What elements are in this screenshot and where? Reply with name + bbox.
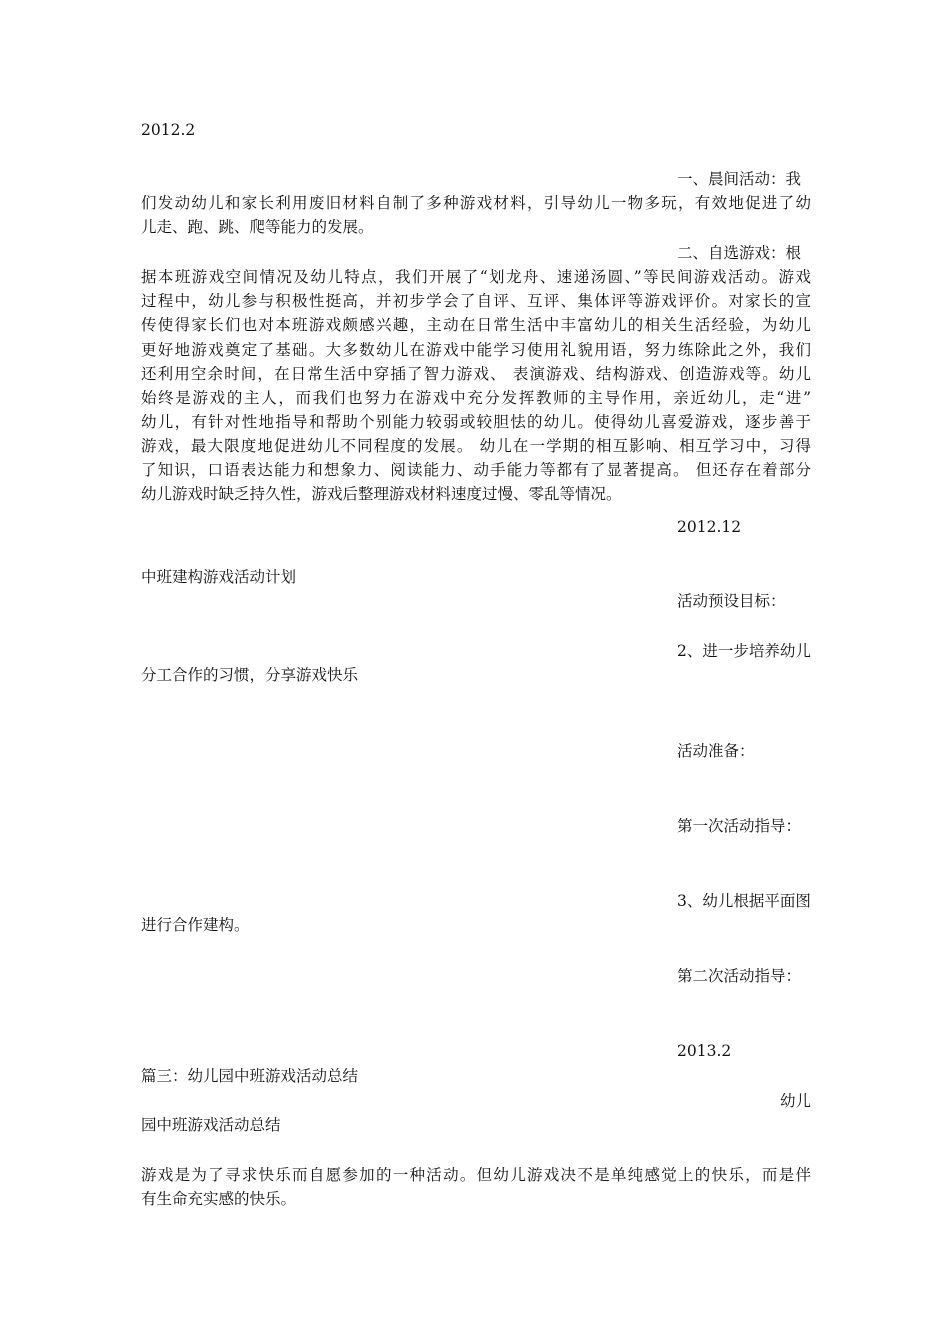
section-free-play-line: 幼儿，有针对性地指导和帮助个别能力较弱或较胆怯的幼儿。使得幼儿喜爱游戏，逐步善于 (141, 413, 811, 431)
date-2012-12: 2012.12 (677, 518, 742, 536)
part3-paragraph-line: 游戏是为了寻求快乐而自愿参加的一种活动。但幼儿游戏决不是单纯感觉上的快乐，而是伴 (141, 1166, 811, 1184)
plan-goal-label: 活动预设目标： (677, 592, 786, 610)
section-free-play-line: 还利用空余时间，在日常生活中穿插了智力游戏、 表演游戏、结构游戏、创造游戏等。幼儿 (141, 365, 811, 383)
section-free-play-line: 了知识，口语表达能力和想象力、阅读能力、动手能力等都有了显著提高。 但还存在着部分 (141, 461, 811, 479)
section-free-play-line: 游戏，最大限度地促进幼儿不同程度的发展。 幼儿在一学期的相互影响、相互学习中，习得 (141, 437, 811, 455)
plan-title: 中班建构游戏活动计划 (141, 568, 297, 586)
section-morning-heading: 一、晨间活动：我 (677, 170, 802, 188)
part3-title-line: 幼儿 (779, 1092, 811, 1110)
section-free-play-line: 更好地游戏奠定了基础。大多数幼儿在游戏中能学习使用礼貌用语，努力练除此之外，我们 (141, 341, 811, 359)
part3-title-line: 园中班游戏活动总结 (141, 1116, 281, 1134)
section-morning-line: 们发动幼儿和家长利用废旧材料自制了多种游戏材料，引导幼儿一物多玩，有效地促进了幼 (141, 194, 811, 212)
section-free-play-line: 过程中，幼儿参与积极性挺高，并初步学会了自评、互评、集体评等游戏评价。对家长的宣 (141, 292, 811, 310)
section-free-play-heading: 二、自选游戏：根 (677, 244, 802, 262)
section-free-play-line: 始终是游戏的主人，而我们也努力在游戏中充分发挥教师的主导作用，亲近幼儿，走“进” (141, 389, 811, 407)
plan-preparation-label: 活动准备： (677, 742, 755, 760)
plan-goal-2-line: 分工合作的习惯，分享游戏快乐 (141, 666, 359, 684)
section-morning-line: 儿走、跑、跳、爬等能力的发展。 (141, 218, 374, 236)
plan-step-3-line: 进行合作建构。 (141, 916, 250, 934)
section-free-play-line: 幼儿游戏时缺乏持久性，游戏后整理游戏材料速度过慢、零乱等情况。 (141, 485, 622, 503)
date-top: 2012.2 (141, 121, 196, 139)
plan-step-3-line: 3、幼儿根据平面图 (677, 892, 811, 910)
section-free-play-line: 传使得家长们也对本班游戏颇感兴趣，主动在日常生活中丰富幼儿的相关生活经验，为幼儿 (141, 316, 811, 334)
date-2013-2: 2013.2 (677, 1042, 732, 1060)
plan-guidance-2-label: 第二次活动指导： (677, 967, 802, 985)
part3-heading: 篇三：幼儿园中班游戏活动总结 (141, 1067, 359, 1085)
part3-paragraph-line: 有生命充实感的快乐。 (141, 1190, 297, 1208)
section-free-play-line: 据本班游戏空间情况及幼儿特点，我们开展了“划龙舟、速递汤圆、”等民间游戏活动。游戏 (141, 268, 811, 286)
plan-guidance-1-label: 第一次活动指导： (677, 817, 802, 835)
plan-goal-2-line: 2、进一步培养幼儿 (677, 642, 811, 660)
